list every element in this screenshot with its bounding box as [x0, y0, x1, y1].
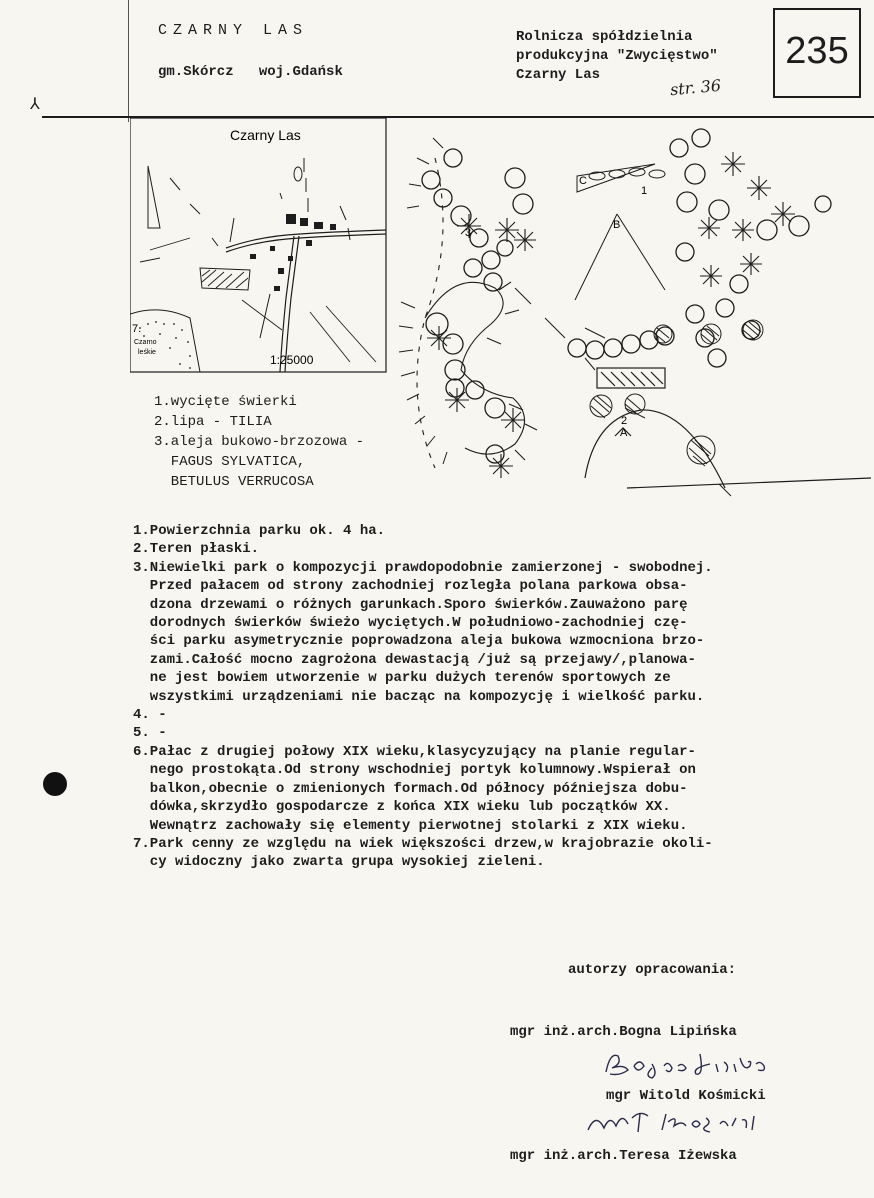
- map-scale: 1:25000: [270, 353, 314, 367]
- card-number: 235: [785, 30, 849, 72]
- punch-hole: [43, 772, 67, 796]
- text-line: dówka,skrzydło gospodarcze z końca XIX wieku lub początków XX.: [133, 799, 671, 816]
- text-line: 2.Teren płaski.: [133, 541, 260, 558]
- text-line: balkon,obecnie o zmienionych formach.Od północy późniejsza dobu-: [133, 780, 688, 797]
- text-line: ści parku asymetrycznie poprowadzona aleja bukowa wzmocniona brzo-: [133, 633, 705, 650]
- text-line: 7.Park cenny ze względu na wiek większości drzew,w krajobrazie okoli-: [133, 835, 713, 852]
- location-map: [130, 118, 388, 374]
- text-line: Wewnątrz zachowały się elementy pierwotnej stolarki z XIX wieku.: [133, 817, 688, 834]
- text-line: 4. -: [133, 707, 167, 724]
- description: [133, 522, 713, 872]
- author-name: mgr inż.arch.Bogna Lipińska: [510, 1024, 737, 1040]
- plan-label-a: A: [620, 427, 628, 439]
- legend-item: FAGUS SYLVATICA,: [154, 454, 306, 470]
- north-arrow-icon: [148, 166, 160, 228]
- page-reference: str. 36: [669, 75, 722, 100]
- text-line: 6.Pałac z drugiej połowy XIX wieku,klasycyzujący na planie regular-: [133, 743, 696, 760]
- legend-item: 3.aleja bukowo-brzozowa -: [154, 434, 365, 450]
- text-line: 1.Powierzchnia parku ok. 4 ha.: [133, 523, 386, 539]
- commune: gm.Skórcz: [158, 64, 234, 80]
- hatched-trees: [590, 320, 763, 466]
- text-line: 5. -: [133, 725, 167, 742]
- signature-lipinska: [600, 1046, 780, 1082]
- legend-item: BETULUS VERRUCOSA: [154, 474, 314, 490]
- text-line: dorodnych świerków świeżo wyciętych.W południowo-zachodniej czę-: [133, 615, 688, 632]
- clearing-outline: [425, 282, 537, 460]
- plan-label-b: B: [613, 219, 621, 231]
- commune-voivodeship: [158, 64, 343, 80]
- plan-label-c: C: [579, 175, 587, 187]
- text-line: zami.Całość mocno zagrożona dewastacją /już są przejawy/,planowa-: [133, 651, 696, 668]
- palace-icon: [585, 368, 725, 488]
- map-marker: 7.: [132, 323, 142, 335]
- plan-label-1: 1: [641, 185, 648, 197]
- legend-item: 2.lipa - TILIA: [154, 414, 272, 430]
- voivodeship: woj.Gdańsk: [258, 64, 343, 80]
- text-line: wszystkimi urządzeniami nie bacząc na kompozycję i wielkość parku.: [133, 688, 705, 705]
- cooperative-line: Rolnicza spółdzielnia: [516, 29, 693, 45]
- author-name: mgr inż.arch.Teresa Iżewska: [510, 1148, 737, 1164]
- map-title: Czarny Las: [230, 127, 301, 143]
- plan-label-2: 2: [621, 415, 628, 427]
- text-line: cy widoczny jako zwarta grupa wysokiej zieleni.: [133, 854, 545, 871]
- text-line: Przed pałacem od strony zachodniej rozległa polana parkowa obsa-: [133, 578, 688, 595]
- conifer-icons: [427, 152, 795, 478]
- text-line: 3.Niewielki park o kompozycji prawdopodobnie zamierzonej - swobodnej.: [133, 559, 713, 576]
- text-line: nego prostokąta.Od strony wschodniej portyk kolumnowy.Wspierał on: [133, 762, 696, 779]
- margin-rule: [128, 0, 129, 122]
- corner-label: Czarno: [134, 339, 157, 346]
- cooperative-line: Czarny Las: [516, 67, 601, 83]
- author-name: mgr Witold Kośmicki: [606, 1088, 766, 1104]
- legend-item: 1.wycięte świerki: [154, 394, 297, 410]
- plan-label-3: 3: [465, 227, 472, 239]
- text-line: dzona drzewami o różnych garunkach.Sporo świerków.Zauważono parę: [133, 596, 688, 613]
- tree-group-east: [568, 129, 831, 367]
- margin-mark: ⅄: [30, 96, 40, 114]
- cooperative-name: [516, 28, 718, 85]
- site-plan: [395, 118, 874, 498]
- legend: [154, 392, 364, 492]
- cooperative-line: produkcyjna "Zwycięstwo": [516, 48, 718, 64]
- authors-heading: autorzy opracowania:: [568, 962, 737, 978]
- corner-label: leśkie: [138, 349, 156, 356]
- viewing-axes: [515, 164, 665, 418]
- village-name: CZARNY LAS: [158, 22, 309, 39]
- text-line: ne jest bowiem utworzenie w parku dużych terenów sportowych ze: [133, 670, 671, 687]
- signature-kosmicki: [582, 1104, 782, 1138]
